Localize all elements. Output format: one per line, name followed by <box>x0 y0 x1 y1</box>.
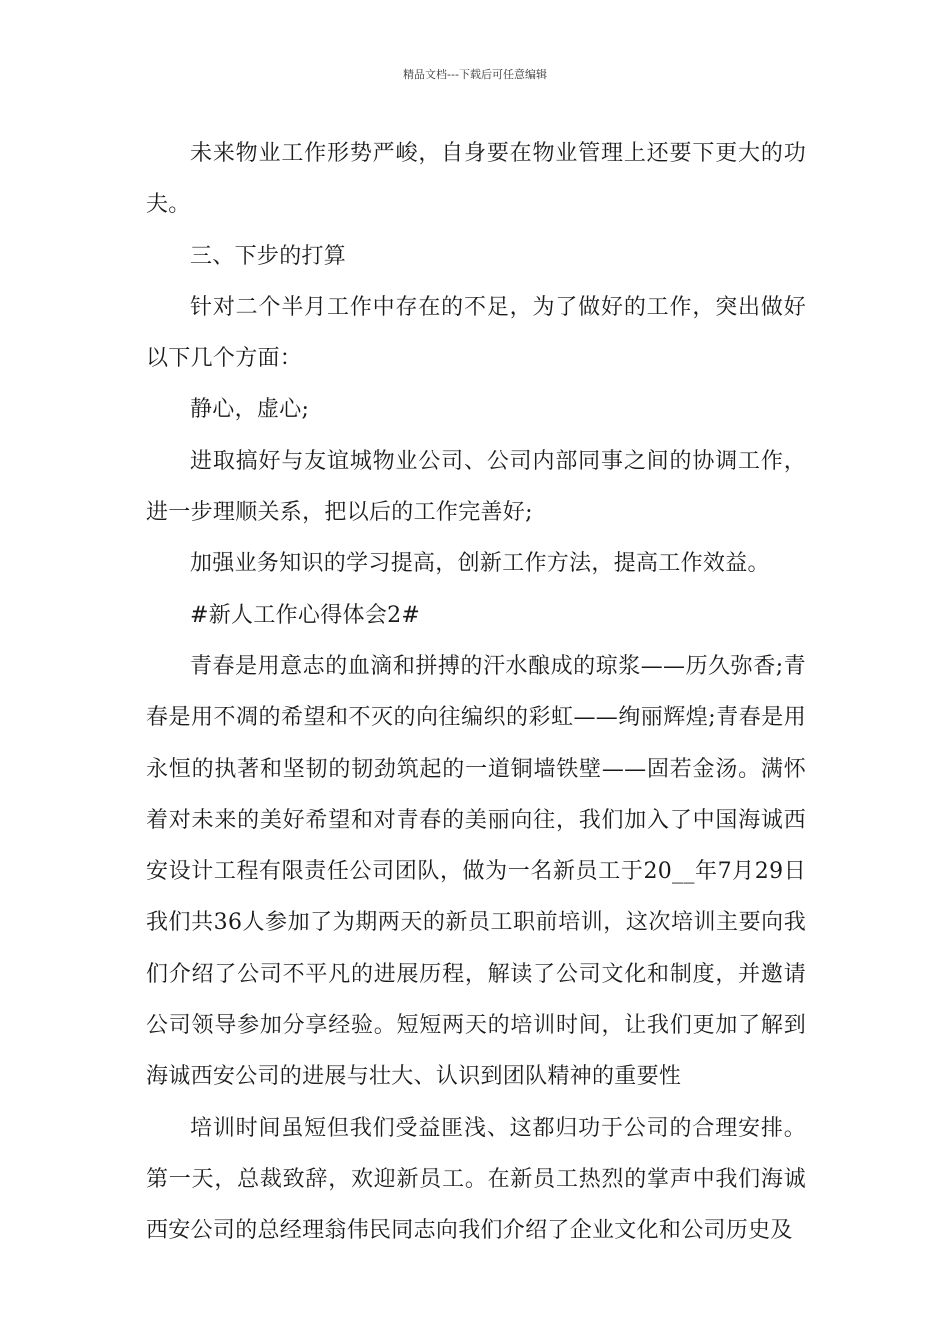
paragraph-3: 静心，虚心; <box>190 397 310 423</box>
paragraph-5: 加强业务知识的学习提高，创新工作方法，提高工作效益。 <box>190 551 770 577</box>
paragraph-7: 培训时间虽短但我们受益匪浅、这都归功于公司的合理安排。第一天，总裁致辞，欢迎新员工。在新员工热烈的掌声中我们海诚西安公司的总经理翁伟民同志向我们介绍了企业文化和公司历史及 <box>146 1115 806 1244</box>
subsection-title: #新人工作心得体会2# <box>190 602 421 628</box>
paragraph-6: 青春是用意志的血滴和拼搏的汗水酿成的琼浆——历久弥香;青春是用不凋的希望和不灭的向往编织的彩虹——绚丽辉煌;青春是用永恒的执著和坚韧的韧劲筑起的一道铜墙铁壁——固若金汤。满怀着对未来的美好希望和对青春的美丽向往，我们加入了中国海诚西安设计工程有限责任公司团队，做为一名新员工于20__年7月29日我们共36人参加了为期两天的新员工职前培训，这次培训主要向我们介绍了公司不平凡的进展历程，解读了公司文化和制度，并邀请公司领导参加分享经验。短短两天的培训时间，让我们更加了解到海诚西安公司的进展与壮大、认识到团队精神的重要性 <box>146 653 806 1090</box>
paragraph-2: 针对二个半月工作中存在的不足，为了做好的工作，突出做好以下几个方面： <box>146 294 806 372</box>
paragraph-4: 进取搞好与友谊城物业公司、公司内部同事之间的协调工作，进一步理顺关系，把以后的工作完善好; <box>146 448 806 526</box>
document-body <box>146 128 806 1257</box>
paragraph-1: 未来物业工作形势严峻，自身要在物业管理上还要下更大的功夫。 <box>146 141 806 218</box>
section-heading: 三、下步的打算 <box>190 243 347 269</box>
page-header: 精品文档---下载后可任意编辑 <box>403 68 547 81</box>
